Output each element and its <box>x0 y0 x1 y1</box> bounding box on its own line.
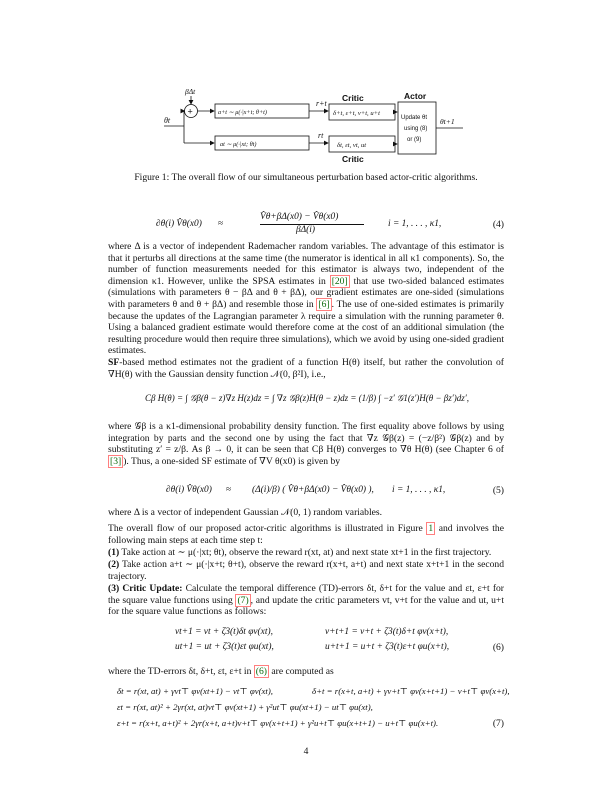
eq6-right-2: u+t+1 = u+t + ζ3(t)ε+t φu(x+t), <box>325 642 450 652</box>
step1-text: Take action at ∼ μ(·|xt; θt), observe the reward r(xt, at) and next state xt+1 in the first trajectory. <box>119 547 492 558</box>
paragraph-td-errors <box>108 666 504 678</box>
para1-text-c: . The use of one-sided estimates is primarily because the updates of the Lagrangian parameter λ require a simulation with the running parameter θ. Using a balanced gradient estimate would therefore come at the cost of an additional simulation (the resulting procedure would then require three simulations), which we avoid by using one-sided gradient estimates. <box>108 298 504 357</box>
para5-text-a: The overall flow of our proposed actor-critic algorithms is illustrated in Figure <box>108 523 427 534</box>
critic-bottom-title: Critic <box>342 154 364 164</box>
step3-text-b: , and update the critic parameters vt, v+t for the value and ut, u+t for the square value functions as follows: <box>108 594 504 618</box>
para6-text-a: where the TD-errors δt, δ+t, εt, ε+t in <box>108 666 254 677</box>
actor-title: Actor <box>404 91 427 101</box>
eq4-range: i = 1, . . . , κ1, <box>388 219 442 229</box>
eq5-number: (5) <box>492 485 504 496</box>
paragraph-sf-method <box>108 357 504 380</box>
citation-20[interactable]: [20] <box>331 275 348 287</box>
eq5-range: i = 1, . . . , κ1, <box>392 485 446 495</box>
equation-ref-7[interactable]: (7) <box>237 594 249 606</box>
eq5-lhs: ∂θ(i) V̂θ(x0) <box>166 485 212 495</box>
eq7-number: (7) <box>492 718 504 729</box>
eq5-rhs: (Δ(i)/β) ( V̂θ+βΔ(x0) − V̂θ(x0) ), <box>252 485 374 495</box>
actor-critic-flow-diagram <box>0 0 612 170</box>
figure-ref-1[interactable]: 1 <box>428 523 434 534</box>
critic-top-title: Critic <box>342 93 364 103</box>
eq6-number: (6) <box>492 642 504 653</box>
eq4-approx: ≈ <box>218 219 224 229</box>
bottom-action-text: at ∼ μ(·|xt; θt) <box>220 141 257 148</box>
convolution-equation: Cβ H(θ) = ∫ 𝒢β(θ − z)∇z H(z)dz = ∫ ∇z 𝒢β(z)H(θ − z)dz = (1/β) ∫ −z′ 𝒢1(z′)H(θ − βz′)dz′, <box>145 393 469 403</box>
reward-bottom-label: rt <box>318 131 324 140</box>
page-number: 4 <box>303 746 309 757</box>
eq4-denominator: βΔ(i) <box>296 225 316 235</box>
step2-label: (2) <box>108 559 120 570</box>
para5-text-b: and involves the following main steps at each time step t: <box>108 523 504 546</box>
eq4-number: (4) <box>492 219 504 230</box>
eq4-numerator: V̂θ+βΔ(x0) − V̂θ(x0) <box>260 212 339 222</box>
eq4-lhs: ∂θ(i) V̂θ(x0) <box>156 219 202 229</box>
actor-line-2: using (8) <box>404 126 428 132</box>
actor-line-3: or (9) <box>407 137 422 143</box>
paragraph-gaussian: where Δ is a vector of independent Gaussian 𝒩(0, 1) random variables. <box>108 507 383 518</box>
beta-delta-label: βΔt <box>185 87 196 96</box>
eq6-left-2: ut+1 = ut + ζ3(t)εt φu(xt), <box>175 642 274 652</box>
step2-text: Take action a+t ∼ μ(·|x+t; θ+t), observe the reward r(x+t, a+t) and next state x+t+1 in the second trajectory. <box>108 559 504 582</box>
eq7-line-3: ε+t = r(x+t, a+t)² + 2γr(x+t, a+t)v+t⊤ φv(x+t+1) + γ²u+t⊤ φu(x+t+1) − u+t⊤ φu(x+t). <box>117 718 439 728</box>
paragraph-rademacher <box>108 241 504 357</box>
reward-top-label: r+t <box>316 99 327 108</box>
citation-3[interactable]: [3] <box>110 455 122 467</box>
para1-text-a: where Δ is a vector of independent Rademacher random variables. The advantage of this estimator is that it perturbs all directions at the same time (the numerator is identical in all κ1 components). So, the number of function measurements needed for this estimator is always two, independent of the dimension κ1. However, unlike the SPSA estimates in <box>108 241 504 287</box>
step3-text-a: Calculate the temporal difference (TD)-errors δt, δ+t for the value and εt, ε+t for the square value functions using <box>108 583 505 606</box>
theta-input-label: θt <box>164 116 171 125</box>
top-action-text: a+t ∼ μ(·|x+t; θ+t) <box>218 109 267 116</box>
plus-sign: + <box>187 106 193 117</box>
para3-text-b: ). Thus, a one-sided SF estimate of ∇V θ(x0) is given by <box>123 455 341 467</box>
step1-label: (1) <box>108 547 120 558</box>
para6-text-b: are computed as <box>268 666 334 677</box>
eq7-line-2: εt = r(xt, at)² + 2γr(xt, at)vt⊤ φv(xt+1) + γ²ut⊤ φu(xt+1) − ut⊤ φu(xt), <box>117 702 373 712</box>
para1-text-b: that use two-sided balanced estimates (simulations with parameters θ − βΔ and θ + βΔ), our gradient estimates are one-sided (simulations with parameters θ and θ + βΔ) and resemble those in <box>108 275 504 310</box>
critic-top-content: δ+t, ε+t, v+t, u+t <box>333 110 380 117</box>
critic-bottom-content: δt, εt, vt, ut <box>337 142 367 149</box>
step-3 <box>108 583 504 618</box>
actor-line-1: Update θt <box>401 115 428 121</box>
paragraph-overall-flow <box>108 523 504 546</box>
sf-bold-term: SF <box>108 357 120 368</box>
step-2 <box>108 559 504 582</box>
para2-text: -based method estimates not the gradient of a function H(θ) itself, but rather the convolution of ∇H(θ) with the Gaussian density function 𝒩(0, β²I), i.e., <box>108 357 504 380</box>
eq5-approx: ≈ <box>226 485 232 495</box>
step3-label: (3) Critic Update: <box>108 583 183 594</box>
equation-ref-6[interactable]: (6) <box>255 666 267 677</box>
theta-output-label: θt+1 <box>440 117 455 126</box>
figure-caption: Figure 1: The overall flow of our simultaneous perturbation based actor-critic algorithms. <box>134 172 478 183</box>
eq6-right-1: v+t+1 = v+t + ζ3(t)δ+t φv(x+t), <box>325 627 449 637</box>
eq7-right-1: δ+t = r(x+t, a+t) + γv+t⊤ φv(x+t+1) − v+t⊤ φv(x+t), <box>312 686 510 696</box>
paragraph-density <box>108 421 504 467</box>
step-1 <box>108 547 504 559</box>
eq6-left-1: vt+1 = vt + ζ3(t)δt φv(xt), <box>175 627 273 637</box>
citation-6[interactable]: [6] <box>318 298 330 310</box>
eq7-left-1: δt = r(xt, at) + γvt⊤ φv(xt+1) − vt⊤ φv(xt), <box>117 686 274 696</box>
para3-text-a: where 𝒢β is a κ1-dimensional probability density function. The first equality above follows by using integration by parts and the second one by using the fact that ∇z 𝒢β(z) = (−z/β²) 𝒢β(z) and by substituting z′ = z/β. As β → 0, it can be seen that Cβ H(θ) converges to ∇θ H(θ) (see Chapter 6 of <box>108 421 504 456</box>
